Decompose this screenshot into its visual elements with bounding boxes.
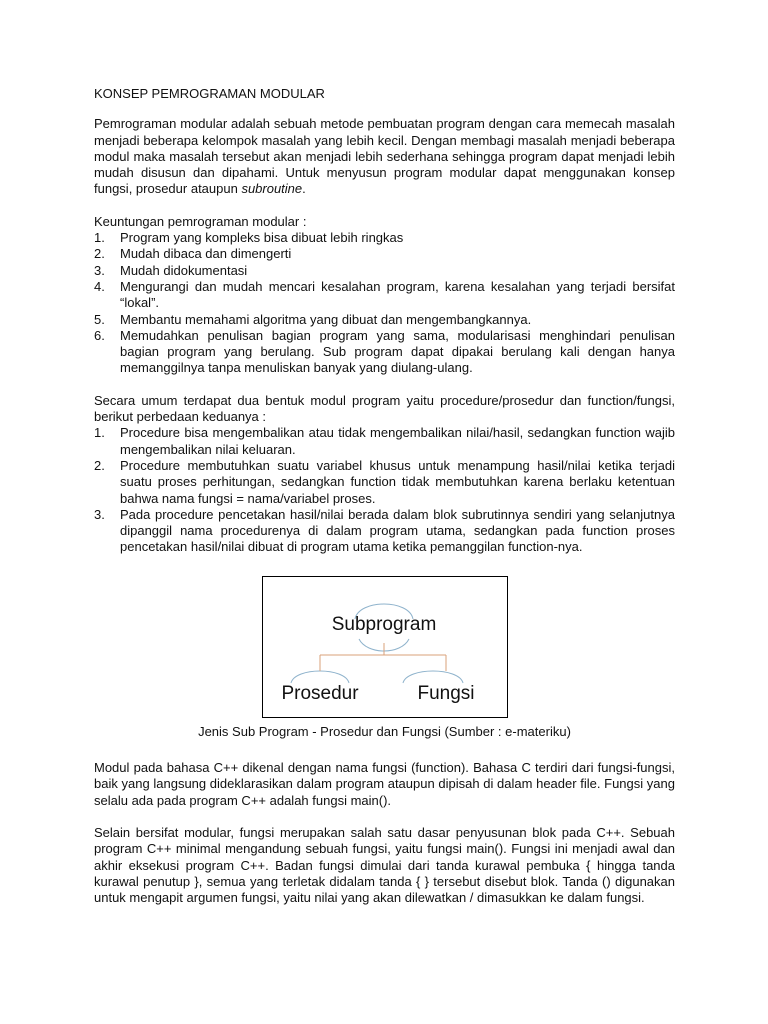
list-item	[94, 230, 675, 246]
list-item	[94, 279, 675, 312]
advantages-list	[94, 230, 675, 377]
figure-caption: Jenis Sub Program - Prosedur dan Fungsi (Sumber : e-materiku)	[198, 723, 571, 739]
list-number: 2.	[94, 246, 105, 262]
list-number: 3.	[94, 262, 105, 278]
list-item	[94, 507, 675, 556]
node-prosedur: Prosedur	[281, 682, 359, 704]
list-number: 5.	[94, 311, 105, 327]
list-item	[94, 425, 675, 458]
left-arc-decoration	[291, 671, 349, 683]
cpp-function-paragraph: Selain bersifat modular, fungsi merupakan salah satu dasar penyusunan blok pada C++. Sebuah program C++ minimal mengandung sebuah fungsi, yaitu fungsi main(). Fungsi ini menjadi awal dan akhir eksekusi program C++. Badan fungsi dimulai dari tanda kurawal pembuka { hingga tanda kurawal penutup }, semua yang terletak didalam tanda { } tersebut disebut blok. Tanda () digunakan untuk mengapit argumen fungsi, yaitu nilai yang akan dilewatkan / dimasukkan ke dalam fungsi.	[94, 824, 675, 906]
list-item	[94, 458, 675, 507]
node-subprogram: Subprogram	[331, 613, 437, 635]
list-text: Pada procedure pencetakan hasil/nilai berada dalam blok subrutinnya sendiri yang selanjutnya dipanggil nama procedurenya di dalam program utama, sedangkan pada function proses pencetakan hasil/nilai dibuat di program utama ketika pemanggilan function-nya.	[120, 506, 675, 555]
diagram-svg	[263, 577, 507, 717]
list-number: 2.	[94, 457, 105, 473]
list-item	[94, 246, 675, 262]
intro-paragraph	[94, 116, 675, 197]
list-text: Membantu memahami algoritma yang dibuat dan mengembangkannya.	[120, 311, 532, 327]
differences-list	[94, 425, 675, 555]
list-item	[94, 312, 675, 328]
list-text: Memudahkan penulisan bagian program yang sama, modularisasi menghindari penulisan bagian program yang berulang. Sub program dapat dipakai berulang kali dengan hanya memanggilnya tanpa menuliskan banyak yang diulang-ulang.	[120, 327, 675, 376]
right-arc-decoration	[403, 671, 463, 683]
list-item	[94, 328, 675, 377]
intro-text-end: .	[302, 181, 306, 197]
node-fungsi: Fungsi	[417, 682, 475, 704]
advantages-heading: Keuntungan pemrograman modular :	[94, 213, 307, 229]
intro-italic-term: subroutine	[241, 181, 303, 197]
list-number: 1.	[94, 425, 105, 441]
list-number: 6.	[94, 327, 105, 343]
list-number: 4.	[94, 278, 105, 294]
differences-heading: Secara umum terdapat dua bentuk modul program yaitu procedure/prosedur dan function/fungsi, berikut perbedaan keduanya :	[94, 392, 675, 425]
document-title: KONSEP PEMROGRAMAN MODULAR	[94, 86, 325, 101]
figure	[94, 576, 675, 740]
list-text: Procedure membutuhkan suatu variabel khusus untuk menampung hasil/nilai ketika terjadi suatu proses perhitungan, sedangkan function tidak membutuhkan karena berlaku ketentuan bahwa nama fungsi = nama/variabel proses.	[120, 457, 675, 506]
list-text: Procedure bisa mengembalikan atau tidak mengembalikan nilai/hasil, sedangkan function wajib mengembalikan nilai keluaran.	[120, 425, 675, 457]
list-number: 1.	[94, 230, 105, 246]
subprogram-diagram	[262, 576, 508, 718]
list-text: Mengurangi dan mudah mencari kesalahan program, karena kesalahan yang terjadi bersifat “lokal”.	[120, 278, 675, 311]
list-text: Program yang kompleks bisa dibuat lebih ringkas	[120, 230, 404, 246]
document-page	[94, 86, 675, 922]
list-text: Mudah dibaca dan dimengerti	[120, 246, 292, 262]
list-number: 3.	[94, 506, 105, 522]
list-item	[94, 263, 675, 279]
intro-text: Pemrograman modular adalah sebuah metode pembuatan program dengan cara memecah masalah menjadi beberapa kelompok masalah yang lebih kecil. Dengan membagi masalah menjadi beberapa modul maka masalah tersebut akan menjadi lebih sederhana sehingga program dapat menjadi lebih mudah disusun dan dipahami. Untuk menyusun program modular dapat menggunakan konsep fungsi, prosedur ataupun	[94, 116, 675, 197]
list-text: Mudah didokumentasi	[120, 262, 248, 278]
cpp-module-paragraph: Modul pada bahasa C++ dikenal dengan nama fungsi (function). Bahasa C terdiri dari fungsi-fungsi, baik yang langsung dideklarasikan dalam program ataupun dipisah di dalam header file. Fungsi yang selalu ada pada program C++ adalah fungsi main().	[94, 760, 675, 808]
